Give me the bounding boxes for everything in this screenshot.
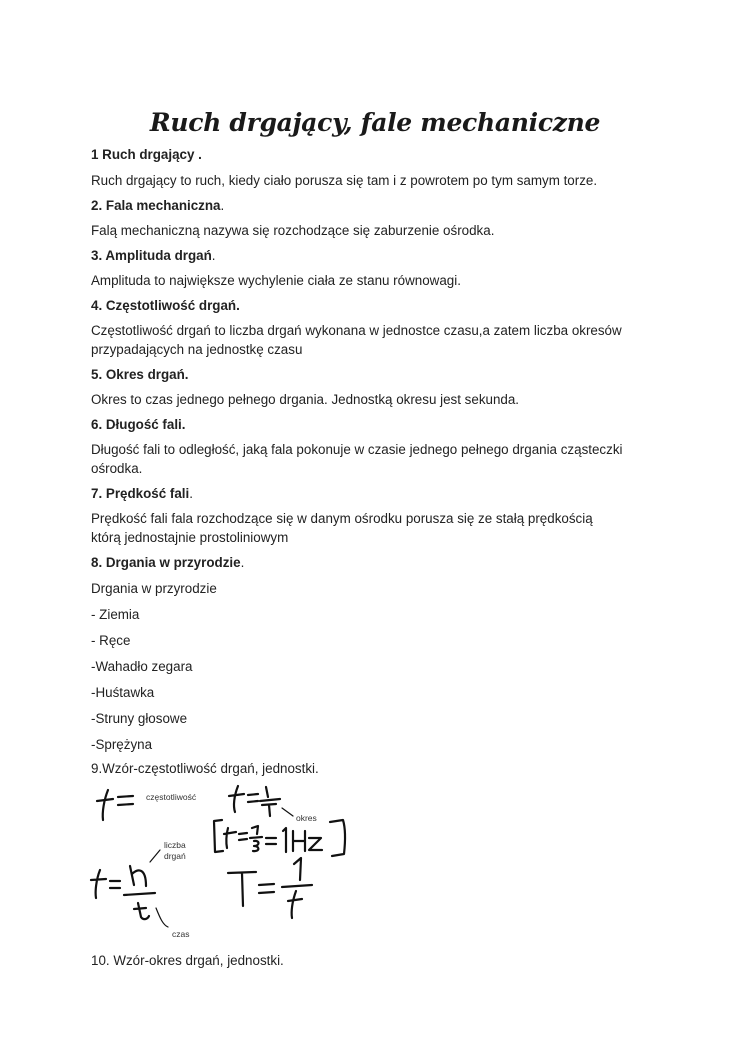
heading-2: 2. Fala mechaniczna. <box>91 198 225 213</box>
heading-1: 1 Ruch drgający . <box>91 147 202 162</box>
list-item: - Ziemia <box>91 607 140 622</box>
body-6-line-1: Długość fali to odległość, jaką fala pokonuje w czasie jednego pełnego drgania cząsteczki <box>91 442 623 457</box>
label-liczba: liczba <box>164 840 186 850</box>
label-drgan: drgań <box>164 851 186 861</box>
label-okres: okres <box>296 813 317 823</box>
list-item: -Sprężyna <box>91 737 153 752</box>
heading-5: 5. Okres drgań. <box>91 367 189 382</box>
body-8: Drgania w przyrodzie <box>91 581 217 596</box>
label-czestotliwosc: częstotliwość <box>146 792 197 802</box>
body-7-line-1: Prędkość fali fala rozchodzące się w danym ośrodku porusza się ze stałą prędkością <box>91 511 593 526</box>
body-4-line-1: Częstotliwość drgań to liczba drgań wykonana w jednostce czasu,a zatem liczba okresów <box>91 323 622 338</box>
list-item: - Ręce <box>91 633 131 648</box>
body-6-line-2: ośrodka. <box>91 461 143 476</box>
body-1: Ruch drgający to ruch, kiedy ciało porusza się tam i z powrotem po tym samym torze. <box>91 173 598 188</box>
heading-3: 3. Amplituda drgań. <box>91 248 216 263</box>
list-item: -Wahadło zegara <box>91 659 193 674</box>
body-7-line-2: którą jednostajnie prostoliniowym <box>91 530 289 545</box>
page-title: Ruch drgający, fale mechaniczne <box>149 108 601 137</box>
heading-8: 8. Drgania w przyrodzie. <box>91 555 245 570</box>
heading-4: 4. Częstotliwość drgań. <box>91 298 240 313</box>
body-3: Amplituda to największe wychylenie ciała ze stanu równowagi. <box>91 273 461 288</box>
heading-7: 7. Prędkość fali. <box>91 486 193 501</box>
list-item: -Struny głosowe <box>91 711 188 726</box>
heading-9: 9.Wzór-częstotliwość drgań, jednostki. <box>91 761 319 776</box>
heading-6: 6. Długość fali. <box>91 417 186 432</box>
body-4-line-2: przypadających na jednostkę czasu <box>91 342 303 357</box>
body-5: Okres to czas jednego pełnego drgania. Jednostką okresu jest sekunda. <box>91 392 520 407</box>
body-2: Falą mechaniczną nazywa się rozchodzące się zaburzenie ośrodka. <box>91 223 495 238</box>
list-item: -Huśtawka <box>91 685 155 700</box>
heading-10: 10. Wzór-okres drgań, jednostki. <box>91 953 284 968</box>
label-czas: czas <box>172 929 190 939</box>
